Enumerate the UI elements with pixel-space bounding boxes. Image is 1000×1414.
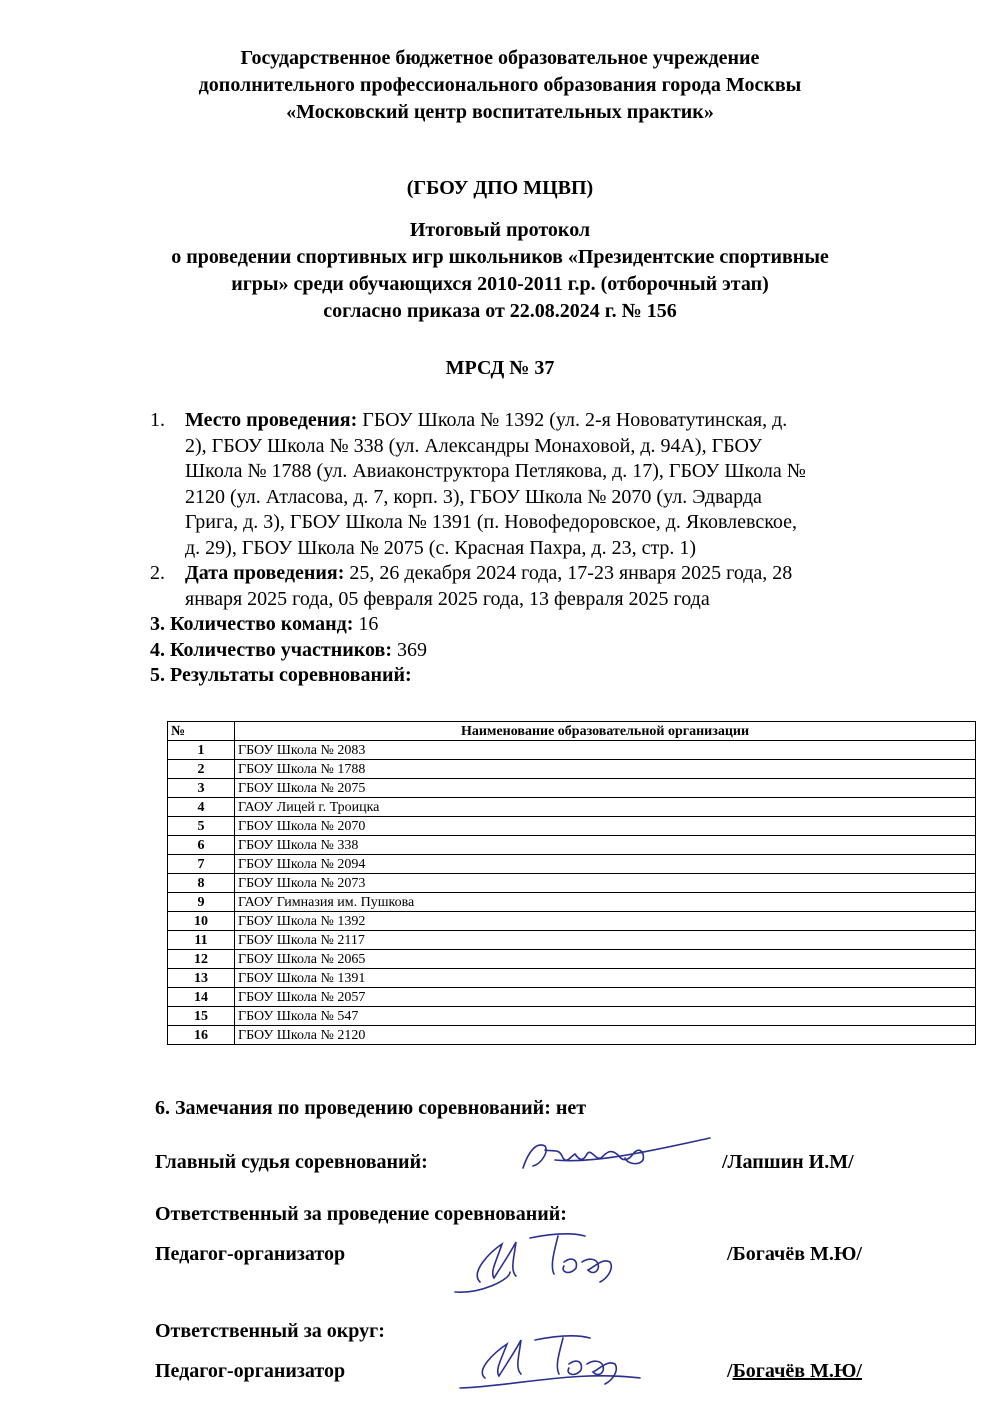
item-place: [150, 408, 940, 561]
table-row: [168, 779, 976, 798]
table-row: [168, 969, 976, 988]
item-place-line-6: д. 29), ГБОУ Школа № 2075 (с. Красная Пахра, д. 23, стр. 1): [185, 536, 697, 559]
district-responsible-label: Ответственный за округ:: [155, 1320, 385, 1342]
item-results-label: 5. Результаты соревнований:: [150, 664, 412, 686]
table-row: [168, 950, 976, 969]
rank-cell: 9: [168, 893, 235, 912]
header-line-2: дополнительного профессионального образования города Москвы: [198, 74, 802, 96]
organizer2-name-prefix: /: [727, 1360, 733, 1382]
rank-cell: 8: [168, 874, 235, 893]
item-date-label: Дата проведения:: [185, 562, 345, 584]
item-place-line-5: Грига, д. 3), ГБОУ Школа № 1391 (п. Новофедоровское, д. Яковлевское,: [185, 511, 798, 533]
organizer1-signature: [450, 1222, 650, 1302]
protocol-block: [0, 217, 1000, 325]
organizer2-name-wrap: [727, 1360, 862, 1383]
school-name-cell: ГБОУ Школа № 1391: [235, 969, 976, 988]
table-row: [168, 798, 976, 817]
school-name-cell: ГБОУ Школа № 2075: [235, 779, 976, 798]
organizer1-label: Педагог-организатор: [155, 1243, 346, 1265]
protocol-title: Итоговый протокол: [409, 219, 591, 241]
item-date-number: 2.: [150, 562, 165, 584]
item-place-line-2: 2), ГБОУ Школа № 338 (ул. Александры Монаховой, д. 94А), ГБОУ: [185, 434, 762, 457]
rank-cell: 11: [168, 931, 235, 950]
table-row: [168, 931, 976, 950]
header-line-3: «Московский центр воспитательных практик»: [286, 101, 714, 123]
school-name-cell: ГАОУ Лицей г. Троицка: [235, 798, 976, 817]
school-name-cell: ГБОУ Школа № 2117: [235, 931, 976, 950]
school-name-cell: ГБОУ Школа № 1392: [235, 912, 976, 931]
table-row: [168, 741, 976, 760]
table-row: [168, 1007, 976, 1026]
school-name-cell: ГБОУ Школа № 1788: [235, 760, 976, 779]
rank-cell: 13: [168, 969, 235, 988]
table-row: [168, 817, 976, 836]
item-participants-value: 369: [392, 638, 428, 661]
col-header-number: №: [168, 722, 235, 741]
school-name-cell: ГАОУ Гимназия им. Пушкова: [235, 893, 976, 912]
rank-cell: 2: [168, 760, 235, 779]
judge-label: Главный судья соревнований:: [155, 1151, 428, 1173]
rank-cell: 7: [168, 855, 235, 874]
rank-cell: 6: [168, 836, 235, 855]
organizer2-signature: [455, 1330, 655, 1400]
school-name-cell: ГБОУ Школа № 2073: [235, 874, 976, 893]
table-row: [168, 836, 976, 855]
protocol-line-3: согласно приказа от 22.08.2024 г. № 156: [323, 300, 677, 322]
rank-cell: 5: [168, 817, 235, 836]
rank-cell: 3: [168, 779, 235, 798]
item-results: [150, 663, 940, 689]
results-table-body: [168, 741, 976, 1045]
institution-abbr: (ГБОУ ДПО МЦВП): [406, 177, 594, 199]
item-participants-label: 4. Количество участников:: [150, 638, 393, 661]
remarks: 6. Замечания по проведению соревнований: нет: [155, 1097, 587, 1119]
school-name-cell: ГБОУ Школа № 2083: [235, 741, 976, 760]
school-name-cell: ГБОУ Школа № 338: [235, 836, 976, 855]
table-row: [168, 874, 976, 893]
item-teams-value: 16: [353, 613, 379, 635]
table-row: [168, 855, 976, 874]
item-date: [150, 561, 940, 612]
rank-cell: 4: [168, 798, 235, 817]
rank-cell: 15: [168, 1007, 235, 1026]
rank-cell: 1: [168, 741, 235, 760]
info-list: [150, 408, 940, 689]
school-name-cell: ГБОУ Школа № 2065: [235, 950, 976, 969]
table-row: [168, 912, 976, 931]
item-teams: [150, 612, 940, 638]
organizer1-name: /Богачёв М.Ю/: [727, 1243, 862, 1265]
organizer2-name: Богачёв М.Ю/: [732, 1360, 862, 1382]
item-participants: [150, 638, 940, 664]
institution-header: [0, 45, 1000, 126]
table-row: [168, 760, 976, 779]
judge-signature: [515, 1130, 715, 1180]
item-date-line-2: января 2025 года, 05 февраля 2025 года, 13 февраля 2025 года: [185, 587, 710, 610]
item-place-line-4: 2120 (ул. Атласова, д. 7, корп. 3), ГБОУ Школа № 2070 (ул. Эдварда: [185, 485, 762, 508]
header-line-1: Государственное бюджетное образовательное учреждение: [240, 47, 760, 69]
table-row: [168, 893, 976, 912]
school-name-cell: ГБОУ Школа № 2070: [235, 817, 976, 836]
rank-cell: 12: [168, 950, 235, 969]
school-name-cell: ГБОУ Школа № 2094: [235, 855, 976, 874]
table-header-row: [168, 722, 976, 741]
organizer2-label: Педагог-организатор: [155, 1360, 346, 1382]
item-teams-label: 3. Количество команд:: [150, 613, 354, 635]
item-place-line-3: Школа № 1788 (ул. Авиаконструктора Петлякова, д. 17), ГБОУ Школа №: [185, 460, 806, 482]
rank-cell: 10: [168, 912, 235, 931]
item-place-line-1: ГБОУ Школа № 1392 (ул. 2-я Нововатутинская, д.: [357, 409, 788, 431]
judge-name: /Лапшин И.М/: [722, 1151, 854, 1173]
table-row: [168, 988, 976, 1007]
item-date-line-1: 25, 26 декабря 2024 года, 17-23 января 2025 года, 28: [344, 562, 793, 584]
school-name-cell: ГБОУ Школа № 547: [235, 1007, 976, 1026]
protocol-line-2: игры» среди обучающихся 2010-2011 г.р. (отборочный этап): [231, 273, 769, 295]
results-table: [167, 721, 976, 1045]
col-header-name: Наименование образовательной организации: [235, 722, 976, 741]
responsible-label: Ответственный за проведение соревнований:: [155, 1203, 567, 1225]
item-place-number: 1.: [150, 409, 165, 431]
table-row: [168, 1026, 976, 1045]
school-name-cell: ГБОУ Школа № 2120: [235, 1026, 976, 1045]
school-name-cell: ГБОУ Школа № 2057: [235, 988, 976, 1007]
rank-cell: 16: [168, 1026, 235, 1045]
district-number: МРСД № 37: [445, 357, 555, 379]
rank-cell: 14: [168, 988, 235, 1007]
item-place-label: Место проведения:: [185, 409, 358, 431]
protocol-line-1: о проведении спортивных игр школьников «Президентские спортивные: [171, 246, 829, 268]
